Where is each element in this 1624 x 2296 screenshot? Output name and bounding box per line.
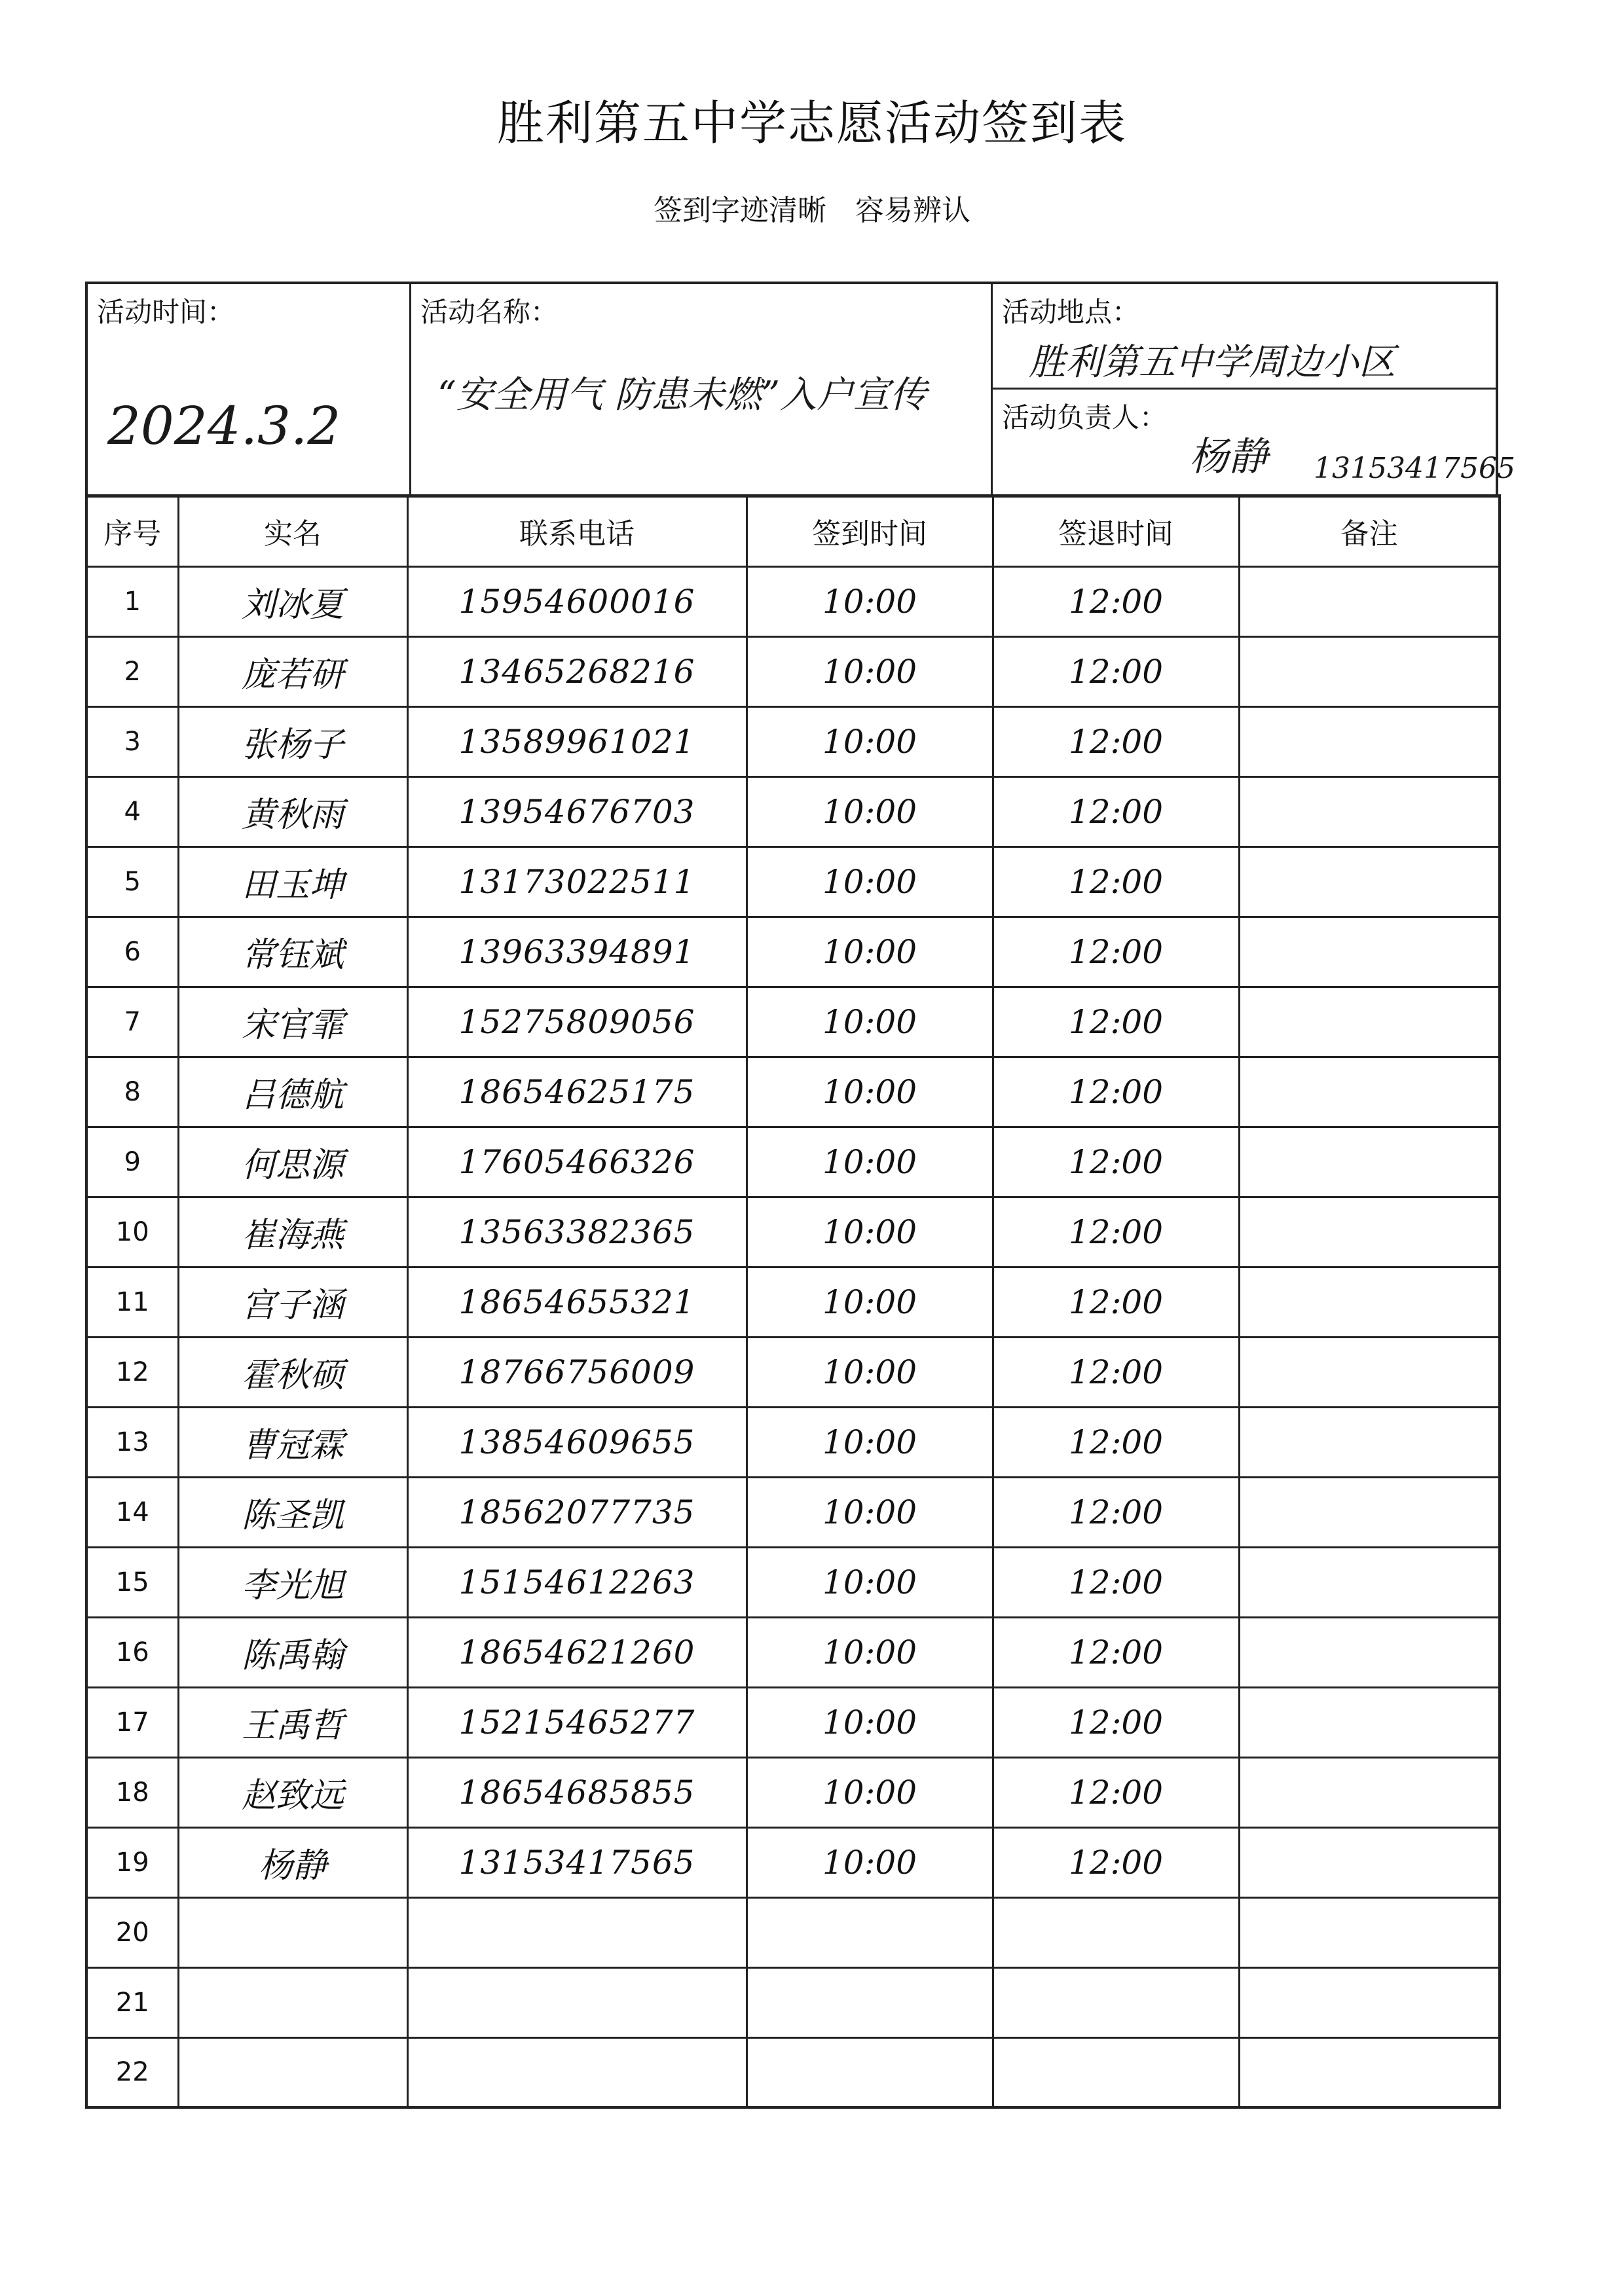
row-index: 14 [86, 1477, 178, 1547]
table-row [86, 1967, 1500, 2037]
row-note [1239, 566, 1500, 636]
row-note [1239, 917, 1500, 987]
row-index: 2 [86, 636, 178, 706]
document-title: 胜利第五中学志愿活动签到表 [496, 96, 1127, 151]
row-note [1239, 1057, 1500, 1127]
document-subtitle: 签到字迹清晰 容易辨认 [654, 194, 970, 227]
row-note [1239, 1687, 1500, 1757]
row-sign-out-time [993, 1897, 1239, 1967]
row-sign-out-time: 12:00 [993, 1827, 1239, 1897]
table-row [86, 847, 1500, 917]
activity-time-label: 活动时间： [97, 296, 235, 328]
row-name: 庞若研 [178, 636, 407, 706]
row-sign-in-time: 10:00 [747, 776, 993, 847]
row-index: 21 [86, 1967, 178, 2037]
table-body [86, 566, 1500, 2107]
row-index: 9 [86, 1127, 178, 1197]
row-sign-out-time: 12:00 [993, 1617, 1239, 1687]
activity-name-cell [411, 284, 993, 495]
activity-leader-label: 活动负责人： [1002, 401, 1168, 433]
row-phone: 15954600016 [407, 566, 747, 636]
row-index: 4 [86, 776, 178, 847]
row-sign-out-time: 12:00 [993, 1127, 1239, 1197]
row-name: 崔海燕 [178, 1197, 407, 1267]
activity-time-value: 2024.3.2 [107, 395, 341, 456]
row-index: 5 [86, 847, 178, 917]
table-row [86, 2037, 1500, 2107]
row-sign-in-time: 10:00 [747, 917, 993, 987]
row-index: 17 [86, 1687, 178, 1757]
row-phone: 18654655321 [407, 1267, 747, 1337]
row-sign-out-time: 12:00 [993, 776, 1239, 847]
row-phone: 15275809056 [407, 987, 747, 1057]
row-index: 22 [86, 2037, 178, 2107]
row-phone [407, 2037, 747, 2107]
row-name: 霍秋硕 [178, 1337, 407, 1407]
row-note [1239, 1337, 1500, 1407]
row-sign-out-time: 12:00 [993, 636, 1239, 706]
row-sign-in-time: 10:00 [747, 1407, 993, 1477]
table-row [86, 1127, 1500, 1197]
row-phone: 18562077735 [407, 1477, 747, 1547]
row-name [178, 1897, 407, 1967]
activity-time-cell [88, 284, 411, 495]
row-index: 13 [86, 1407, 178, 1477]
row-sign-in-time: 10:00 [747, 1547, 993, 1617]
row-phone [407, 1967, 747, 2037]
column-header-name: 实名 [178, 496, 407, 566]
row-sign-in-time: 10:00 [747, 1127, 993, 1197]
table-row [86, 636, 1500, 706]
row-sign-in-time: 10:00 [747, 1617, 993, 1687]
row-name [178, 2037, 407, 2107]
row-name: 杨静 [178, 1827, 407, 1897]
row-note [1239, 987, 1500, 1057]
row-sign-out-time [993, 2037, 1239, 2107]
table-row [86, 1477, 1500, 1547]
row-phone: 13589961021 [407, 706, 747, 776]
row-sign-in-time: 10:00 [747, 1687, 993, 1757]
row-sign-out-time: 12:00 [993, 706, 1239, 776]
row-name: 曹冠霖 [178, 1407, 407, 1477]
table-row [86, 1407, 1500, 1477]
row-sign-out-time: 12:00 [993, 987, 1239, 1057]
row-phone: 18654625175 [407, 1057, 747, 1127]
row-sign-out-time: 12:00 [993, 917, 1239, 987]
row-note [1239, 847, 1500, 917]
row-name: 宫子涵 [178, 1267, 407, 1337]
row-index: 8 [86, 1057, 178, 1127]
column-header-index: 序号 [86, 496, 178, 566]
table-header-row [86, 496, 1500, 566]
activity-info-box [85, 282, 1515, 498]
row-sign-in-time: 10:00 [747, 1827, 993, 1897]
row-name: 刘冰夏 [178, 566, 407, 636]
row-sign-in-time: 10:00 [747, 1337, 993, 1407]
row-sign-in-time: 10:00 [747, 1267, 993, 1337]
row-note [1239, 1477, 1500, 1547]
column-header-sign-out-time: 签退时间 [993, 496, 1239, 566]
row-name: 田玉坤 [178, 847, 407, 917]
row-phone: 13465268216 [407, 636, 747, 706]
table-row [86, 1337, 1500, 1407]
row-index: 1 [86, 566, 178, 636]
table-row [86, 987, 1500, 1057]
row-sign-out-time: 12:00 [993, 847, 1239, 917]
row-name: 常钰斌 [178, 917, 407, 987]
row-sign-in-time: 10:00 [747, 706, 993, 776]
row-index: 18 [86, 1757, 178, 1827]
row-name: 吕德航 [178, 1057, 407, 1127]
row-sign-in-time: 10:00 [747, 1057, 993, 1127]
row-index: 15 [86, 1547, 178, 1617]
table-row [86, 1267, 1500, 1337]
row-sign-out-time: 12:00 [993, 1547, 1239, 1617]
row-name: 陈圣凯 [178, 1477, 407, 1547]
row-sign-out-time: 12:00 [993, 1197, 1239, 1267]
row-sign-in-time: 10:00 [747, 1477, 993, 1547]
row-sign-out-time: 12:00 [993, 1267, 1239, 1337]
row-phone: 13153417565 [407, 1827, 747, 1897]
table-row [86, 1827, 1500, 1897]
row-name: 陈禹翰 [178, 1617, 407, 1687]
row-note [1239, 1197, 1500, 1267]
row-note [1239, 706, 1500, 776]
table-row [86, 776, 1500, 847]
row-note [1239, 1407, 1500, 1477]
row-phone: 18766756009 [407, 1337, 747, 1407]
row-name: 张杨子 [178, 706, 407, 776]
row-sign-in-time: 10:00 [747, 847, 993, 917]
row-name: 王禹哲 [178, 1687, 407, 1757]
row-phone [407, 1897, 747, 1967]
row-note [1239, 1757, 1500, 1827]
row-sign-out-time: 12:00 [993, 1407, 1239, 1477]
row-sign-out-time: 12:00 [993, 1057, 1239, 1127]
row-note [1239, 1827, 1500, 1897]
row-sign-in-time: 10:00 [747, 987, 993, 1057]
row-note [1239, 776, 1500, 847]
table-row [86, 1687, 1500, 1757]
row-sign-out-time [993, 1967, 1239, 2037]
row-note [1239, 1127, 1500, 1197]
row-name: 宋官霏 [178, 987, 407, 1057]
row-sign-in-time: 10:00 [747, 1197, 993, 1267]
activity-leader-cell [993, 390, 1515, 495]
table-row [86, 1617, 1500, 1687]
row-note [1239, 1617, 1500, 1687]
row-sign-in-time: 10:00 [747, 636, 993, 706]
row-name [178, 1967, 407, 2037]
row-sign-in-time: 10:00 [747, 1757, 993, 1827]
activity-place-label: 活动地点： [1002, 296, 1140, 328]
row-note [1239, 636, 1500, 706]
table-row [86, 917, 1500, 987]
row-phone: 17605466326 [407, 1127, 747, 1197]
row-sign-in-time [747, 2037, 993, 2107]
row-index: 10 [86, 1197, 178, 1267]
table-row [86, 706, 1500, 776]
row-name: 赵致远 [178, 1757, 407, 1827]
row-index: 20 [86, 1897, 178, 1967]
row-sign-out-time: 12:00 [993, 1337, 1239, 1407]
row-phone: 13954676703 [407, 776, 747, 847]
row-phone: 15215465277 [407, 1687, 747, 1757]
column-header-note: 备注 [1239, 496, 1500, 566]
activity-leader-name: 杨静 [1189, 434, 1268, 480]
row-index: 11 [86, 1267, 178, 1337]
row-phone: 13963394891 [407, 917, 747, 987]
row-sign-in-time [747, 1967, 993, 2037]
row-note [1239, 1547, 1500, 1617]
row-index: 3 [86, 706, 178, 776]
row-sign-out-time: 12:00 [993, 1757, 1239, 1827]
row-phone: 15154612263 [407, 1547, 747, 1617]
row-note [1239, 1267, 1500, 1337]
row-index: 16 [86, 1617, 178, 1687]
table-row [86, 1897, 1500, 1967]
row-index: 6 [86, 917, 178, 987]
row-sign-in-time [747, 1897, 993, 1967]
table-row [86, 1057, 1500, 1127]
activity-leader-phone: 13153417565 [1314, 452, 1515, 485]
row-name: 何思源 [178, 1127, 407, 1197]
activity-place-value: 胜利第五中学周边小区 [1029, 341, 1395, 384]
row-phone: 18654685855 [407, 1757, 747, 1827]
row-note [1239, 2037, 1500, 2107]
row-index: 19 [86, 1827, 178, 1897]
row-name: 黄秋雨 [178, 776, 407, 847]
row-index: 7 [86, 987, 178, 1057]
row-sign-out-time: 12:00 [993, 1477, 1239, 1547]
table-row [86, 566, 1500, 636]
row-note [1239, 1897, 1500, 1967]
row-phone: 13854609655 [407, 1407, 747, 1477]
row-sign-out-time: 12:00 [993, 1687, 1239, 1757]
table-row [86, 1547, 1500, 1617]
column-header-phone: 联系电话 [407, 496, 747, 566]
activity-name-value: “安全用气 防患未燃”入户宣传 [437, 374, 927, 416]
row-sign-out-time: 12:00 [993, 566, 1239, 636]
column-header-sign-in-time: 签到时间 [747, 496, 993, 566]
row-name: 李光旭 [178, 1547, 407, 1617]
table-row [86, 1757, 1500, 1827]
row-note [1239, 1967, 1500, 2037]
row-phone: 13563382365 [407, 1197, 747, 1267]
row-index: 12 [86, 1337, 178, 1407]
activity-place-cell [993, 284, 1496, 390]
activity-name-label: 活动名称： [420, 296, 559, 328]
row-sign-in-time: 10:00 [747, 566, 993, 636]
table-row [86, 1197, 1500, 1267]
sign-in-table [85, 494, 1501, 2109]
row-phone: 13173022511 [407, 847, 747, 917]
row-phone: 18654621260 [407, 1617, 747, 1687]
